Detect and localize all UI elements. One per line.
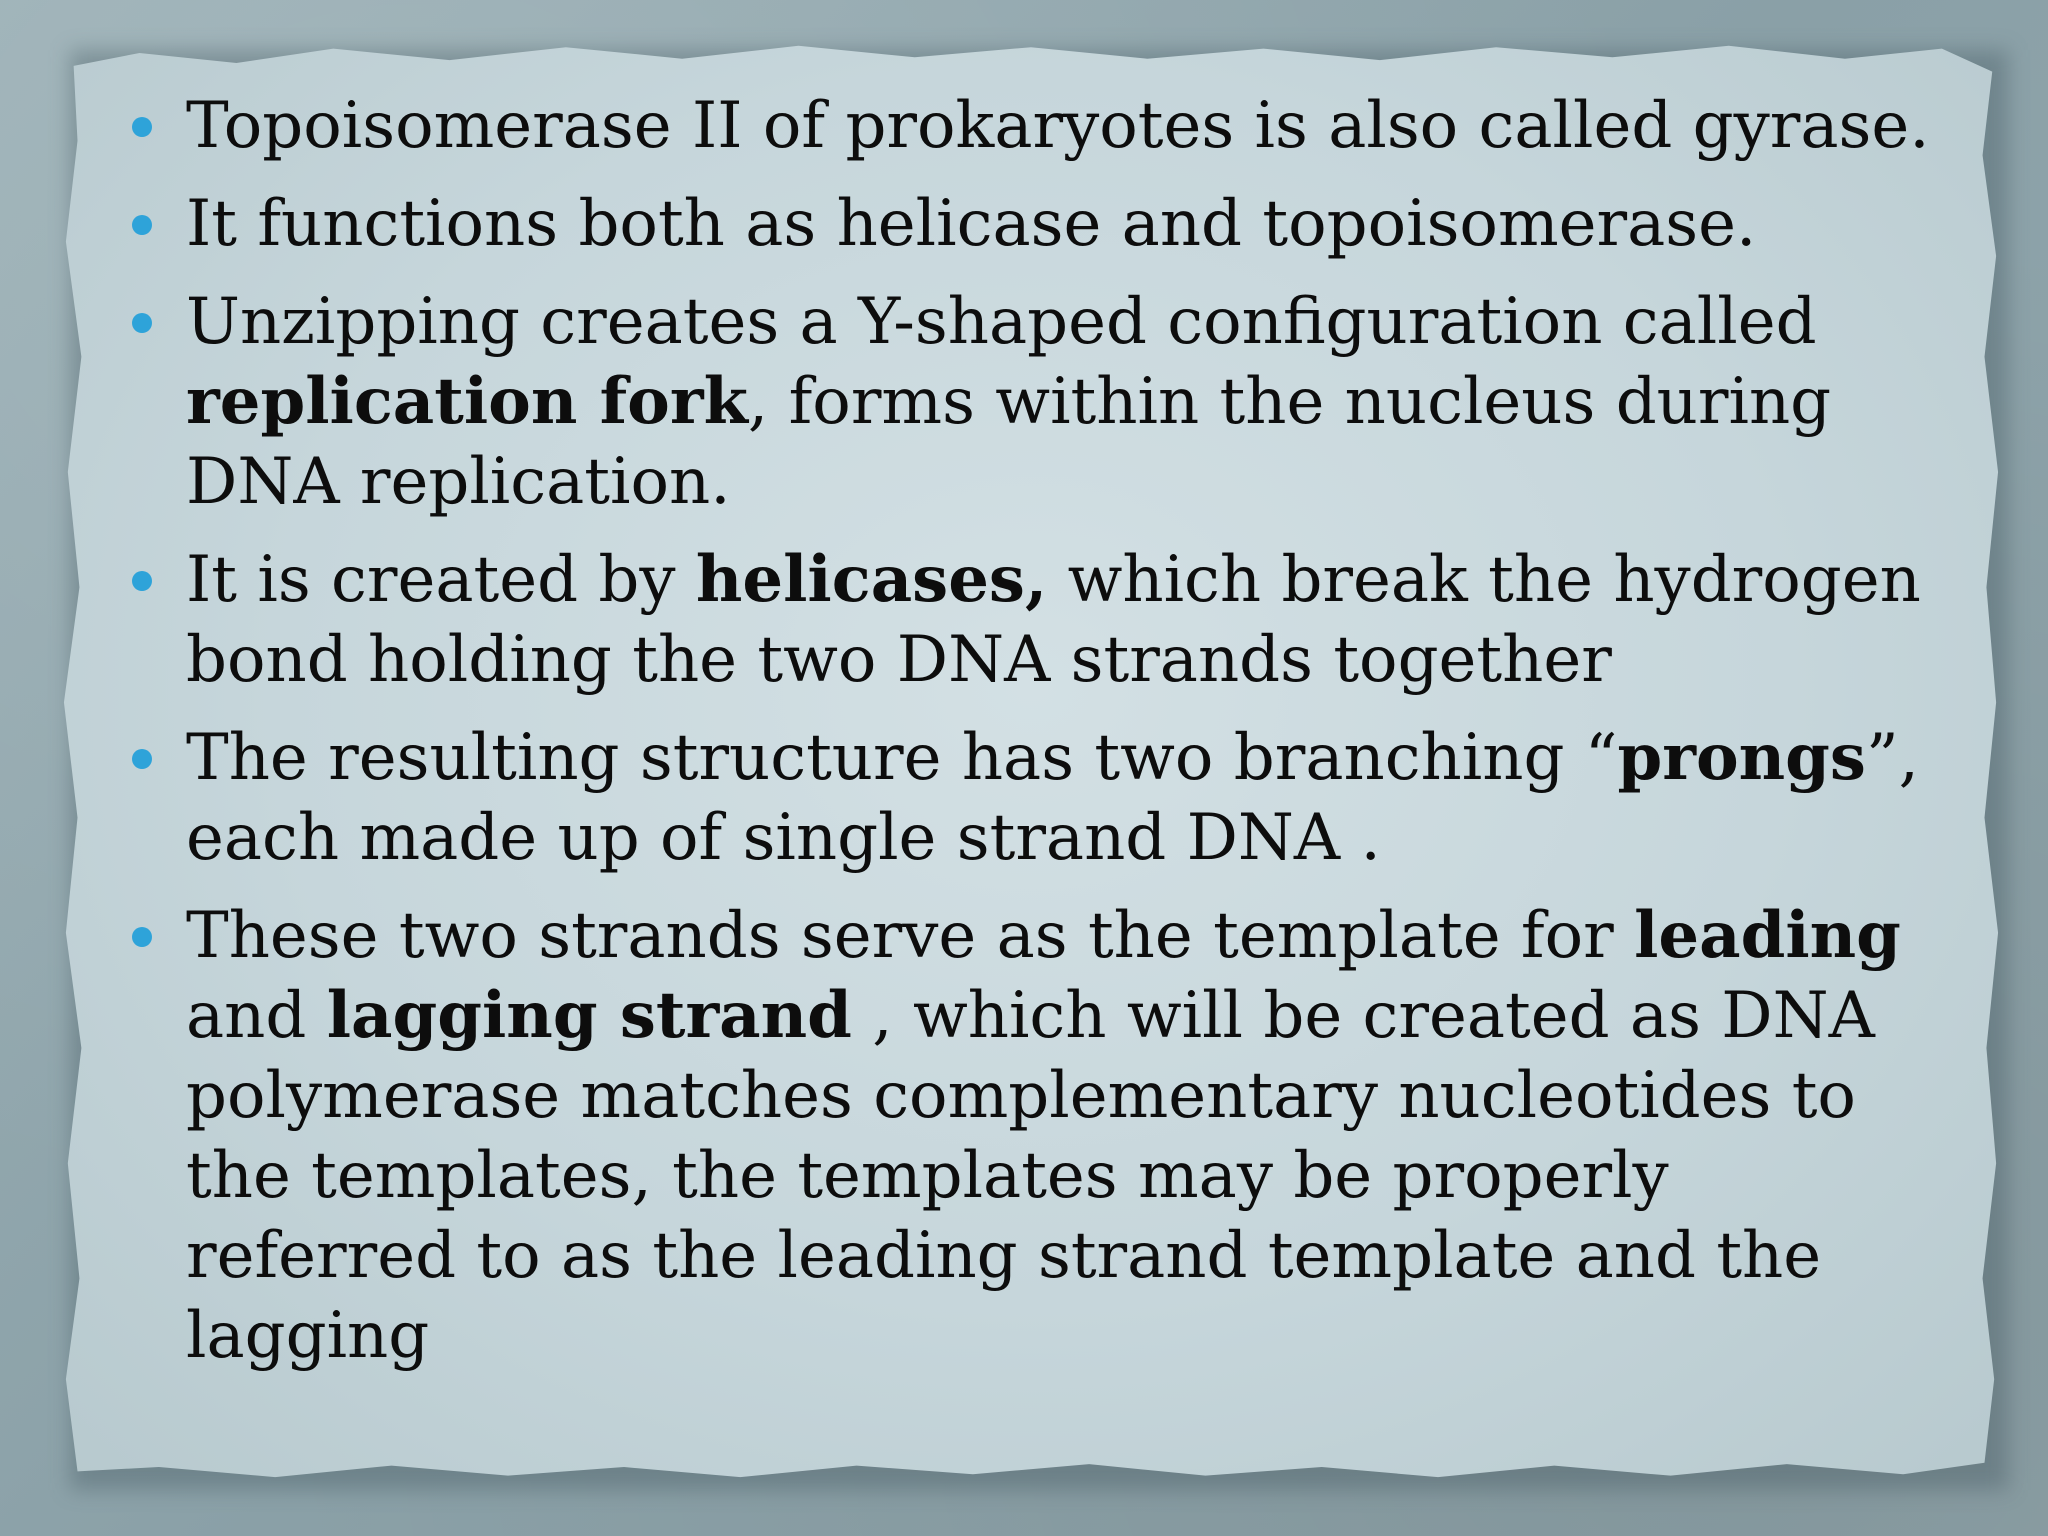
bullet-item <box>120 540 1940 700</box>
bullet-text: and <box>186 979 327 1053</box>
bullet-item <box>120 896 1940 1376</box>
bullet-text: Unzipping creates a Y-shaped configuration called <box>186 285 1817 359</box>
bullet-item <box>120 184 1940 264</box>
bullet-text: which break the hydrogen bond holding the two DNA strands together <box>186 543 1921 697</box>
bullet-text: , which will be created as DNA polymerase matches complementary nucleotides to the templates, the templates may be properly referred to as the leading strand template and the lagging <box>186 979 1875 1373</box>
bullet-text: ”, each made up of single strand DNA . <box>186 721 1919 875</box>
bullet-item <box>120 86 1940 166</box>
bullet-dot-icon <box>132 927 152 947</box>
bold-term: leading <box>1634 898 1901 973</box>
bullet-item <box>120 282 1940 522</box>
bullet-dot-icon <box>132 571 152 591</box>
bullet-text: , forms within the nucleus during DNA replication. <box>186 365 1832 519</box>
bullet-dot-icon <box>132 313 152 333</box>
bullet-dot-icon <box>132 215 152 235</box>
slide-content <box>120 86 1940 1394</box>
bullet-dot-icon <box>132 117 152 137</box>
bold-term: replication fork <box>186 364 748 439</box>
bullet-text: Topoisomerase II of prokaryotes is also called gyrase. <box>186 89 1930 163</box>
bold-term: lagging strand <box>326 978 852 1053</box>
bullet-dot-icon <box>132 749 152 769</box>
bullet-text: It is created by <box>186 543 696 617</box>
bullet-item <box>120 718 1940 878</box>
bullet-text: These two strands serve as the template for <box>186 899 1635 973</box>
bullet-text: The resulting structure has two branching “ <box>186 721 1618 795</box>
bold-term: helicases, <box>695 542 1048 617</box>
bullet-list <box>120 86 1940 1376</box>
bold-term: prongs <box>1617 720 1866 795</box>
bullet-text: It functions both as helicase and topoisomerase. <box>186 187 1757 261</box>
